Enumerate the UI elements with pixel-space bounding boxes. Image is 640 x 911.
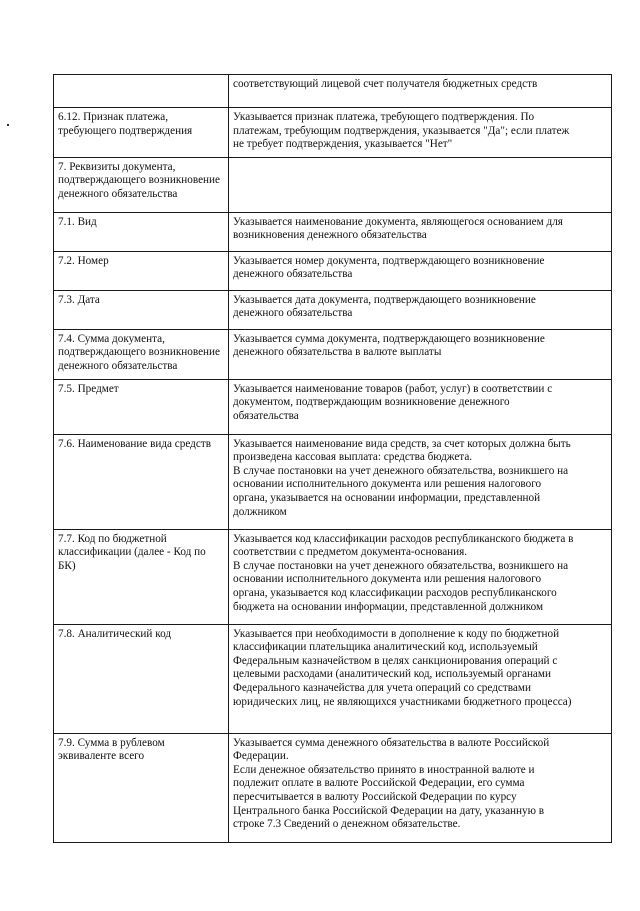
field-name-cell bbox=[54, 75, 229, 108]
field-name-cell: 7.6. Наименование вида средств bbox=[54, 434, 229, 529]
field-description-cell bbox=[229, 157, 612, 212]
field-description-cell: Указывается при необходимости в дополнение к коду по бюджетной классификации плательщика аналитический код, используемый Федеральным казначейством в целях санкционирования операций с целевыми расходами (аналитический код, используемый органами Федерального казначейства для учета операций со средствами юридических лиц, не являющихся участниками бюджетного процесса) bbox=[229, 624, 612, 733]
field-name-cell: 7.9. Сумма в рублевом эквиваленте всего bbox=[54, 733, 229, 842]
table-row bbox=[54, 108, 612, 158]
field-name-cell: 7. Реквизиты документа, подтверждающего возникновение денежного обязательства bbox=[54, 157, 229, 212]
table-row bbox=[54, 157, 612, 212]
table-row bbox=[54, 434, 612, 529]
field-description-cell: Указывается сумма документа, подтверждающего возникновение денежного обязательства в валюте выплаты bbox=[229, 329, 612, 379]
field-description-cell: Указывается номер документа, подтверждающего возникновение денежного обязательства bbox=[229, 251, 612, 290]
field-name-cell: 7.3. Дата bbox=[54, 290, 229, 329]
table-row bbox=[54, 329, 612, 379]
table-row bbox=[54, 529, 612, 624]
field-name-cell: 7.2. Номер bbox=[54, 251, 229, 290]
table-row bbox=[54, 75, 612, 108]
table-row bbox=[54, 379, 612, 434]
table-row bbox=[54, 290, 612, 329]
field-description-cell: Указывается наименование товаров (работ, услуг) в соответствии с документом, подтверждающим возникновение денежного обязательства bbox=[229, 379, 612, 434]
field-description-cell: Указывается наименование вида средств, за счет которых должна быть произведена кассовая выплата: средства бюджета. В случае постановки на учет денежного обязательства, возникшего на основании исполнительного документа или решения налогового органа, указывается на основании информации, представленной должником bbox=[229, 434, 612, 529]
field-description-cell: Указывается код классификации расходов республиканского бюджета в соответствии с предметом документа-основания. В случае постановки на учет денежного обязательства, возникшего на основании исполнительного документа или решения налогового органа, указывается код классификации расходов республиканского бюджета на основании информации, представленной должником bbox=[229, 529, 612, 624]
field-description-cell: Указывается сумма денежного обязательства в валюте Российской Федерации. Если денежное обязательство принято в иностранной валюте и подлежит оплате в валюте Российской Федерации, его сумма пересчитывается в валюту Российской Федерации по курсу Центрального банка Российской Федерации на дату, указанную в строке 7.3 Сведений о денежном обязательстве. bbox=[229, 733, 612, 842]
field-name-cell: 7.4. Сумма документа, подтверждающего возникновение денежного обязательства bbox=[54, 329, 229, 379]
field-description-cell: соответствующий лицевой счет получателя бюджетных средств bbox=[229, 75, 612, 108]
field-name-cell: 7.7. Код по бюджетной классификации (далее - Код по БК) bbox=[54, 529, 229, 624]
table-row bbox=[54, 624, 612, 733]
table-row bbox=[54, 733, 612, 842]
requisites-table bbox=[53, 74, 612, 843]
field-name-cell: 6.12. Признак платежа, требующего подтверждения bbox=[54, 108, 229, 158]
field-name-cell: 7.1. Вид bbox=[54, 212, 229, 251]
scan-speck bbox=[7, 124, 9, 126]
field-name-cell: 7.8. Аналитический код bbox=[54, 624, 229, 733]
field-description-cell: Указывается наименование документа, являющегося основанием для возникновения денежного обязательства bbox=[229, 212, 612, 251]
field-description-cell: Указывается дата документа, подтверждающего возникновение денежного обязательства bbox=[229, 290, 612, 329]
field-name-cell: 7.5. Предмет bbox=[54, 379, 229, 434]
table-row bbox=[54, 251, 612, 290]
field-description-cell: Указывается признак платежа, требующего подтверждения. По платежам, требующим подтверждения, указывается "Да"; если платеж не требует подтверждения, указывается "Нет" bbox=[229, 108, 612, 158]
table-row bbox=[54, 212, 612, 251]
